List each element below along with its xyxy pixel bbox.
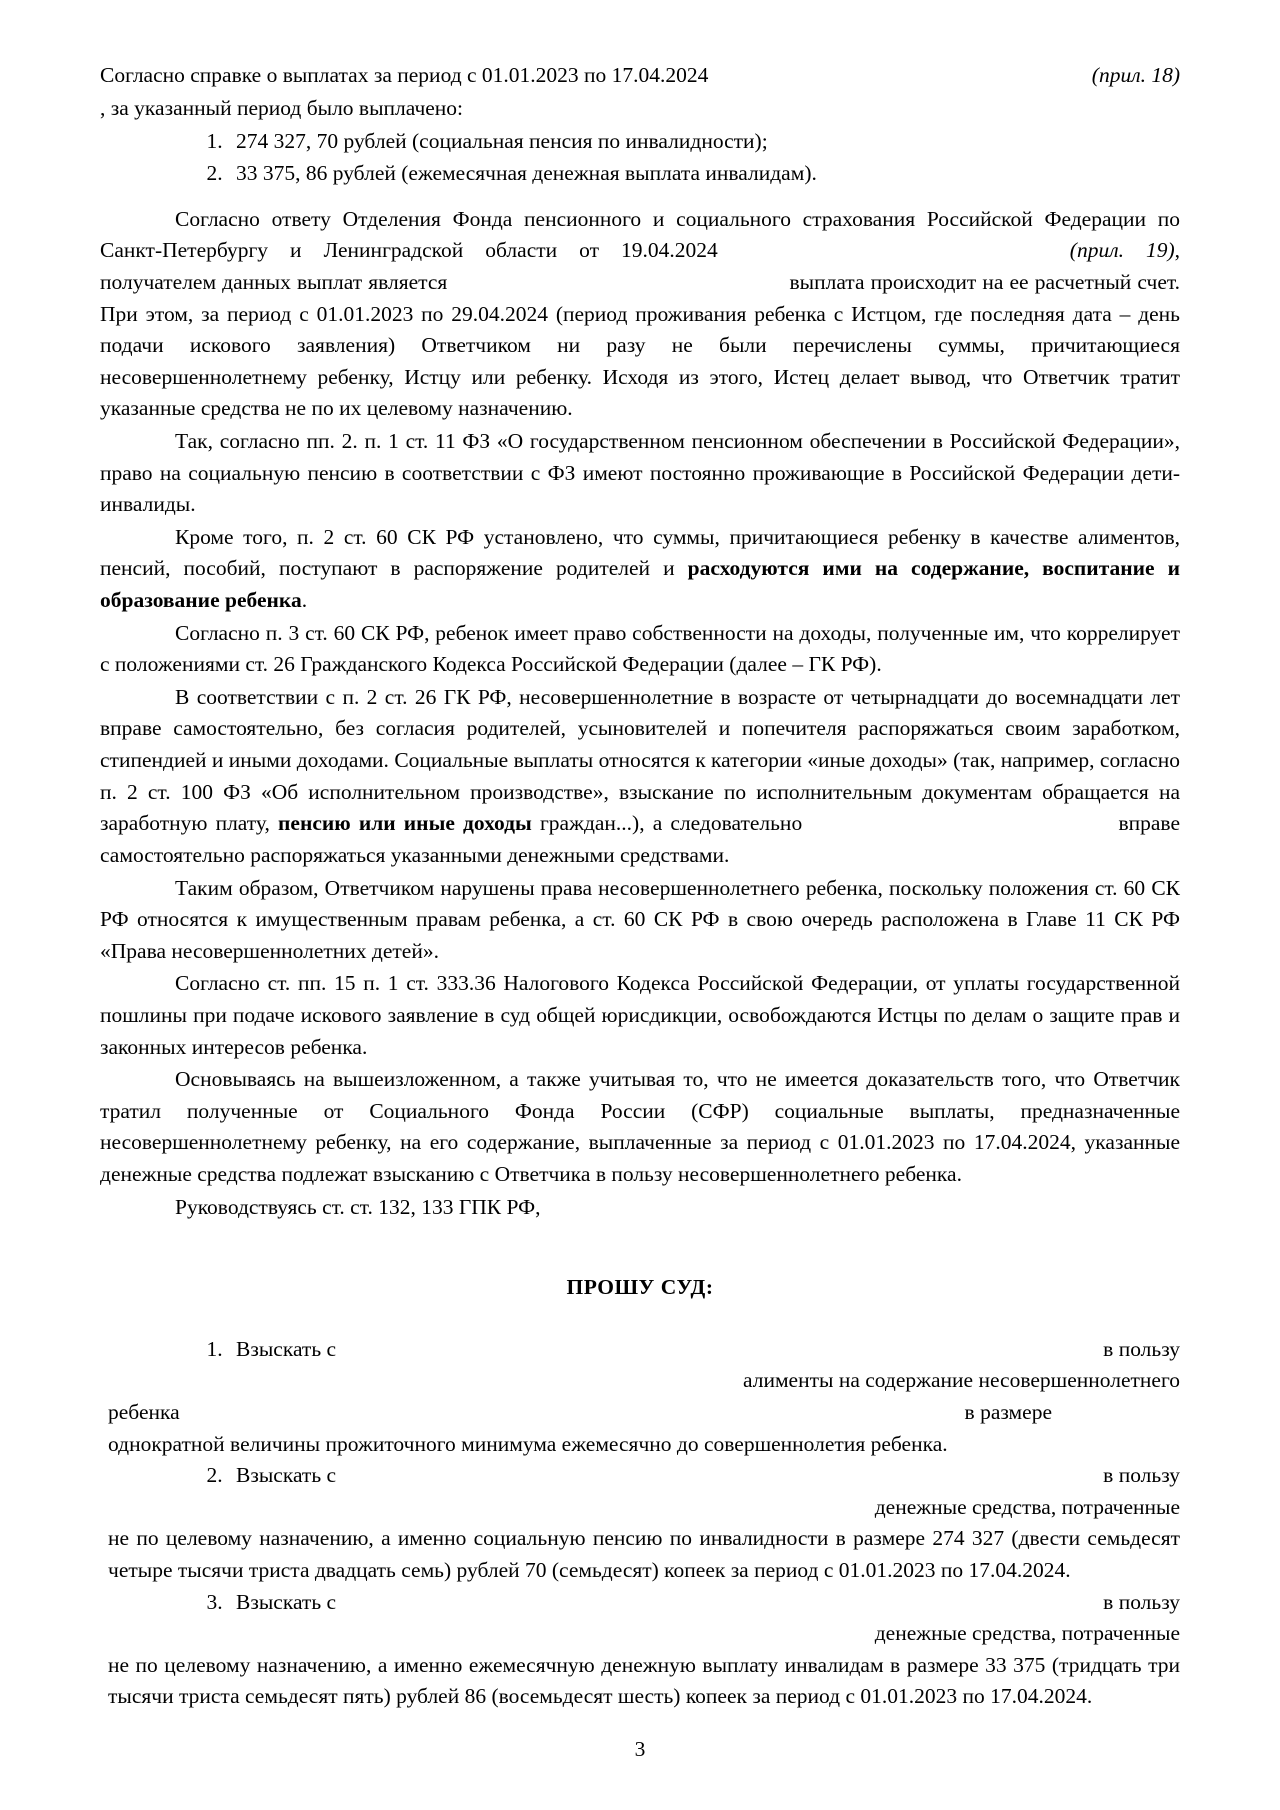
paragraph-sk-rf-60-p2: [100, 522, 1180, 617]
paragraph-sk-rf-60-p3: Согласно п. 3 ст. 60 СК РФ, ребенок имеет право собственности на доходы, полученные им, что коррелирует с положениями ст. 26 Гражданского Кодекса Российской Федерации (далее – ГК РФ).: [100, 620, 1180, 677]
document-body: [100, 60, 1180, 1713]
demand-item-3: [108, 1587, 1180, 1713]
demand-3-line-2: денежные средства, потраченные: [874, 1621, 1180, 1646]
attachment-reference-19: (прил. 19): [1069, 238, 1175, 263]
paragraph-pension-fund-answer: [100, 204, 1180, 425]
demand-1-line-3-right: в размере: [964, 1400, 1052, 1425]
court-request-heading: ПРОШУ СУД:: [566, 1275, 714, 1300]
demand-3-line-1: [236, 1587, 1180, 1619]
paragraph-pension-fund-answer-text-b: , получателем данных выплат является: [100, 238, 1180, 294]
paragraph-pension-fund-answer-text-a: Согласно ответу Отделения Фонда пенсионного и социального страхования Российской Федерации по Санкт-Петербургу и Ленинградской области от 19.04.2024: [100, 206, 1180, 263]
demand-1-line-3-left: ребенка: [108, 1400, 180, 1425]
paragraph-payments-certificate-text: Согласно справке о выплатах за период с 01.01.2023 по 17.04.2024: [100, 63, 709, 87]
paragraph-social-pension-law: Так, согласно пп. 2. п. 1 ст. 11 ФЗ «О государственном пенсионном обеспечении в Российской Федерации», право на социальную пенсию в соответствии с ФЗ имеют постоянно проживающие в Российской Федерации дети-инвалиды.: [100, 428, 1180, 517]
demand-2-lead: 2. Взыскать с: [236, 1463, 337, 1488]
paragraph-gk-rf-26-emphasis: пенсию или иные доходы: [278, 811, 532, 836]
spacer: [100, 1224, 1180, 1272]
demand-3-line-3: не по целевому назначению, а именно ежемесячную денежную выплату инвалидам в размере 33 375 (тридцать три тысячи триста семьдесят пять) рублей 86 (восемьдесят шесть) копеек за период с 01.01.2023 по 17.04.2024.: [108, 1652, 1180, 1709]
demand-item-2: [108, 1460, 1180, 1586]
paragraph-payments-certificate-tail: , за указанный период было выплачено:: [100, 95, 464, 120]
demand-2-line-1: [236, 1460, 1180, 1492]
spacer: [100, 192, 1180, 204]
demands-list: [100, 1334, 1180, 1713]
demand-2-line-3: не по целевому назначению, а именно социальную пенсию по инвалидности в размере 274 327 (двести семьдесят четыре тысячи триста двадцать семь) рублей 70 (семьдесят) копеек за период с 01.01.2023 по 17.04.2024.: [108, 1526, 1180, 1583]
demand-2-line-2: денежные средства, потраченные: [874, 1494, 1180, 1519]
demand-1-in-favor: в пользу: [1103, 1336, 1180, 1361]
paragraph-sk-rf-60-p2-text-a: Кроме того, п. 2 ст. 60 СК РФ установлено, что суммы, причитающиеся ребенку в качестве алиментов, пенсий, пособий, поступают в распоряжение родителей и: [100, 524, 1180, 581]
paragraph-state-duty-exemption: Согласно ст. пп. 15 п. 1 ст. 333.36 Налогового Кодекса Российской Федерации, от уплаты государственной пошлины при подаче искового заявление в суд общей юрисдикции, освобождаются Истцы по делам о защите прав и законных интересов ребенка.: [100, 971, 1180, 1059]
paragraph-gk-rf-26: [100, 682, 1180, 872]
paragraph-payments-certificate: [100, 60, 1180, 92]
demand-item-1: [108, 1334, 1180, 1460]
page-number: 3: [634, 1737, 646, 1761]
demand-1-line-1: [236, 1334, 1180, 1366]
spacer: [100, 1304, 1180, 1334]
demand-2-in-favor: в пользу: [1103, 1463, 1180, 1488]
demand-1-line-4: однократной величины прожиточного минимума ежемесячно до совершеннолетия ребенка.: [108, 1431, 948, 1456]
list-item: 2. 33 375, 86 рублей (ежемесячная денежная выплата инвалидам).: [228, 158, 1180, 190]
demand-3-in-favor: в пользу: [1103, 1589, 1180, 1614]
payments-list: [100, 126, 1180, 189]
demand-1-line-2: алименты на содержание несовершеннолетнего: [742, 1368, 1180, 1393]
attachment-reference-18: (прил. 18): [1091, 63, 1180, 87]
paragraph-conclusion-rights-violated: Таким образом, Ответчиком нарушены права несовершеннолетнего ребенка, поскольку положения ст. 60 СК РФ относятся к имущественным правам ребенка, а ст. 60 СК РФ в свою очередь расположена в Главе 11 СК РФ «Права несовершеннолетних детей».: [100, 875, 1180, 963]
paragraph-gk-rf-26-text-c: вправе самостоятельно распоряжаться указанными денежными средствами.: [100, 811, 1181, 867]
paragraph-gk-rf-26-text-a: В соответствии с п. 2 ст. 26 ГК РФ, несовершеннолетние в возрасте от четырнадцати до восемнадцати лет вправе самостоятельно, без согласия родителей, усыновителей и попечителя распоряжаться своим заработком, стипендией и иными доходами. Социальные выплаты относятся к категории «иные доходы» (так, например, согласно п. 2 ст. 100 ФЗ «Об исполнительном производстве», взыскание по исполнительным документам обращается на заработную плату,: [100, 684, 1180, 836]
paragraph-pension-fund-answer-text-c: выплата происходит на ее расчетный счет. При этом, за период с 01.01.2023 по 29.04.2024 (период проживания ребенка с Истцом, где последняя дата – день подачи искового заявления) Ответчиком ни разу не были перечислены суммы, причитающиеся несовершеннолетнему ребенку, Истцу или ребенку. Исходя из этого, Истец делает вывод, что Ответчик тратит указанные средства не по их целевому назначению.: [100, 269, 1181, 421]
demand-1-lead: 1. Взыскать с: [236, 1336, 337, 1361]
paragraph-gpk-rf-reference: Руководствуясь ст. ст. 132, 133 ГПК РФ,: [175, 1194, 541, 1219]
paragraph-sk-rf-60-p2-emphasis: расходуются ими на содержание, воспитание и образование ребенка: [100, 556, 1180, 612]
demand-1-line-3: [108, 1397, 1052, 1429]
paragraph-final-reasoning: Основываясь на вышеизложенном, а также учитывая то, что не имеется доказательств того, что Ответчик тратил полученные от Социального Фонда России (СФР) социальные выплаты, предназначенные несовершеннолетнему ребенку, на его содержание, выплаченные за период с 01.01.2023 по 17.04.2024, указанные денежные средства подлежат взысканию с Ответчика в пользу несовершеннолетнего ребенка.: [100, 1067, 1180, 1186]
paragraph-sk-rf-60-p2-text-b: .: [301, 587, 308, 612]
list-item: 1. 274 327, 70 рублей (социальная пенсия по инвалидности);: [228, 126, 1180, 158]
demand-3-lead: 3. Взыскать с: [236, 1589, 337, 1614]
paragraph-gk-rf-26-text-b: граждан...), а следовательно: [531, 811, 803, 836]
